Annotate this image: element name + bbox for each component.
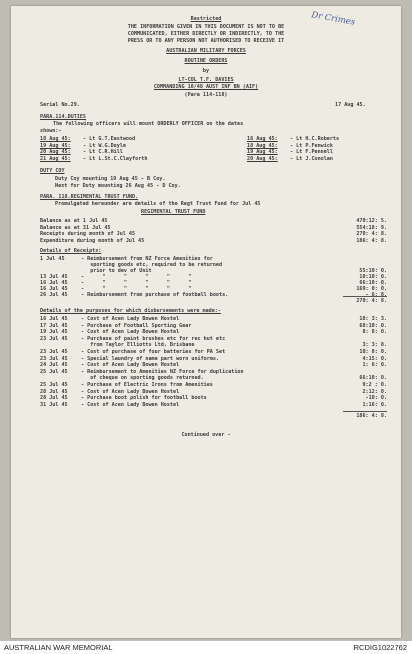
payment-desc: of cheque on sporting goods returned. [81,375,204,382]
summary-amount: 554:18: 9. [356,224,387,231]
summary-amount: 270: 4: 8. [356,231,387,238]
warning-line-3: PRESS OR TO ANY PERSON NOT AUTHORISED TO RECEIVE IT [127,38,285,44]
payment-desc: - Purchase of Football Sporting Gear [81,322,192,329]
roster-officer: - Lt P.Fenwick [290,142,333,149]
payment-desc: from Taylor Elliotts Ltd, Brisbane [81,342,195,349]
continued-note: Continued over - [181,432,231,438]
payment-date: 23 Jul 45 [40,355,68,362]
receipt-date: 16 Jul 45 [40,280,68,286]
summary-label: Receipts during month of Jul 45 [40,231,136,238]
roster-date: 19 Aug 45: [40,142,71,149]
payment-desc: - Cost of Acen Lady Bowen Hostel [81,329,180,336]
archive-footer [0,641,412,654]
receipt-desc: - Reimbursement from NZ Force Amenities for [81,256,213,262]
orders-title: ROUTINE ORDERS [184,58,228,64]
roster-date: 20 Aug 45: [40,149,71,156]
summary-label: Expenditure during month of Jul 45 [40,237,145,244]
command-line: COMMANDING 10/48 AUST INF BN (AIF) [153,84,259,90]
commanding-officer: LT-COL T.F. DAVIES [178,77,234,83]
restricted-marking: Restricted [190,16,222,22]
roster-date: 16 Aug 45: [247,136,278,142]
force-name: AUSTRALIAN MILITARY FORCES [166,48,246,54]
para-118-intro: Promulgated hereunder are details of the Regt Trust Fund for Jul 45 [55,201,261,207]
payment-desc: - Cost of Acen Lady Bowen Hostel [81,388,180,395]
payment-desc: - Purchase of paint brushes etc for rec hut etc [81,335,226,342]
receipt-desc: - Reimbursement from purchase of football boots. [81,292,229,298]
by-label: by [202,68,210,74]
duty-coy-line-1: Duty Coy mounting 19 Aug 45 - B Coy. [55,176,166,182]
roster-date: 20 Aug 45: [247,155,278,162]
footer-reference: RCDIG1022762 [353,643,407,652]
payment-date: 25 Jul 45 [40,382,68,388]
payment-amount: -10: 0. [365,395,387,402]
roster-officer: - Lt G.T.Eastwood [83,136,136,142]
payment-desc: - Cost of purchase of four batteries for PA Set [81,349,226,355]
receipt-desc: prior to dev of Unit [81,268,152,274]
para-range: (Para 114-118) [184,92,228,98]
duty-coy-line-2: Next for Duty mounting 26 Aug 45 - D Coy. [55,183,181,189]
receipt-date: 16 Jul 45 [40,286,68,292]
receipts-heading: Details of Receipts: [40,248,102,254]
serial-number: Serial No.29. [40,102,80,108]
payment-desc: - Reimbursement to Amenities NZ Force for duplication [81,368,244,375]
roster-officer: - Lt C.R.Hill [83,149,123,156]
roster-date: 18 Aug 45: [40,136,71,142]
payment-date: 28 Jul 45 [40,388,68,395]
payment-amount: 2:12: 0. [362,388,387,395]
payment-date: 23 Jul 45 [40,349,68,355]
payment-date: 25 Jul 45 [40,368,68,375]
document-page [11,6,401,638]
payment-amount: 8: 8: 0. [362,329,387,336]
receipt-amount: 66:10: 0. [359,280,387,286]
summary-amount: 470:12: 5. [356,218,387,224]
payment-desc: - Purchase of Electric Irons from Amenities [81,382,213,388]
payment-date: 23 Jul 45 [40,335,68,342]
para-114-intro-2: shown:- [40,128,62,134]
payment-date: 28 Jul 45 [40,395,68,402]
payment-amount: 66:10: 0. [359,375,387,382]
summary-label: Balance as at 1 Jul 45 [40,218,108,224]
roster-officer: - Lt J.Conolan [290,155,333,162]
payment-amount: 10: 3: 3. [359,316,387,322]
payment-date: 17 Jul 45 [40,322,68,329]
warning-line-2: COMMUNICATED, EITHER DIRECTLY OR INDIRECTLY, TO THE [127,31,285,37]
payments-heading: Details of the purposes for which disbursements were made:- [40,308,221,314]
payment-amount: 68:10: 0. [359,322,387,329]
receipt-date: 1 Jul 45 [40,256,65,262]
receipt-date: 13 Jul 45 [40,274,68,280]
payment-desc: - Cost of Acen Lady Bowen Hostel [81,401,180,408]
receipt-amount: - 6: 8. [365,292,387,298]
receipt-desc: - " " " " " [81,280,192,286]
payment-amount: 1:16: 0. [362,401,387,408]
receipt-date: 26 Jul 45 [40,292,68,298]
receipt-amount: 55:10: 0. [359,268,387,274]
summary-amount: 186: 4: 8. [356,237,387,244]
roster-officer: - Lt W.G.Doyle [83,142,126,149]
payment-date: 24 Jul 45 [40,362,68,369]
receipts-rule [343,296,387,297]
payment-date: 19 Jul 45 [40,329,68,336]
para-114-heading: PARA.114.DUTIES [40,114,87,120]
para-118-heading: PARA. 118.REGIMENTAL TRUST FUND. [40,194,139,200]
para-114-intro-1: The following officers will mount ORDERLY OFFICER on the dates [53,121,244,127]
duty-coy-heading: DUTY COY [40,168,65,174]
payment-amount: 1: 6: 0. [362,362,387,369]
payment-date: 31 Jul 45 [40,401,68,408]
roster-date: 18 Aug 45: [247,142,278,149]
payments-rule [343,411,387,412]
trust-fund-title: REGIMENTAL TRUST FUND [141,209,206,215]
summary-label: Balance as at 31 Jul 45 [40,224,111,231]
receipt-amount: 10:10: 0. [359,274,387,280]
warning-line-1: THE INFORMATION GIVEN IN THIS DOCUMENT IS NOT TO BE [127,24,285,30]
handwritten-note: Dr Crimes [310,10,356,28]
payment-desc: - Cost of Acen Lady Bowen Hostel [81,362,180,369]
order-date: 17 Aug 45. [335,102,366,108]
receipt-desc: sporting goods etc, required to be returned [81,262,223,268]
roster-date: 21 Aug 45: [40,155,71,162]
roster-date: 19 Aug 45: [247,149,278,156]
receipt-desc: - " " " " " [81,274,192,280]
roster-officer: - Lt L.St.C.Clayforth [83,155,148,162]
roster-officer: - Lt F.Pennell [290,149,333,156]
footer-institution: AUSTRALIAN WAR MEMORIAL [4,643,113,652]
receipt-amount: 169: 0: 0. [356,286,387,292]
payment-amount: 3: 3: 8. [362,342,387,349]
receipt-desc: - " " " " " [81,286,192,292]
payment-amount: 4:15: 0. [362,355,387,362]
payment-date: 16 Jul 45 [40,316,68,322]
payment-amount: 10: 0: 0. [359,349,387,355]
payment-desc: - Cost of Acen Lady Bowen Hostel [81,316,180,322]
payment-amount: 9:2 : 0. [362,382,387,388]
payment-desc: - Special laundry of name part worn uniforms. [81,355,220,362]
payments-total: 186: 4: 8. [356,413,387,419]
payment-desc: - Purchase boot polish for football boots [81,395,207,402]
roster-officer: - Lt H.C.Roberts [290,136,340,142]
receipts-total: 270: 4: 8. [356,298,387,304]
